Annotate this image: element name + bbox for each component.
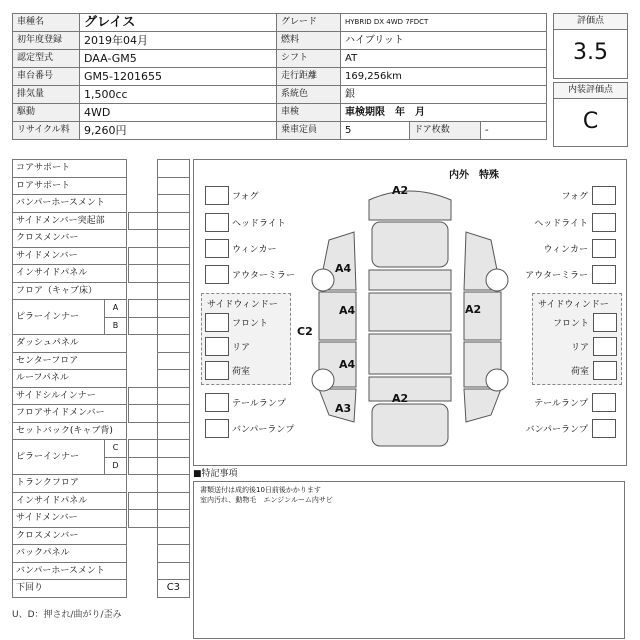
frame-box-left	[129, 475, 157, 493]
frame-box-right	[157, 282, 189, 300]
frame-row	[13, 370, 190, 388]
frame-box-left	[129, 300, 157, 318]
sidewindow-right-title: サイドウィンドー	[538, 300, 609, 310]
frame-box-right	[157, 387, 189, 405]
frame-part-name: ピラーインナー	[13, 300, 105, 335]
spec-label: ドア枚数	[410, 122, 481, 140]
frame-row	[13, 177, 190, 195]
spec-label: 排気量	[13, 86, 80, 104]
frame-box-left	[129, 527, 157, 545]
right-front-wheel	[486, 269, 508, 291]
frame-row	[13, 335, 190, 353]
frame-part-name: センターフロア	[13, 352, 127, 370]
code-rear: A2	[392, 392, 409, 405]
mirror-left-label: アウターミラー	[232, 271, 295, 281]
frame-box-right	[157, 422, 189, 440]
frame-box-left	[129, 352, 157, 370]
taillamp-left-box	[205, 393, 229, 412]
frame-part-name: フロアサイドメンバー	[13, 405, 127, 423]
trunk-shape	[372, 404, 448, 446]
taillamp-right-box	[592, 393, 616, 412]
sidewindow-right-cargo-box	[593, 361, 617, 380]
frame-box-right	[157, 370, 189, 388]
frame-box-left	[129, 510, 157, 528]
frame-row	[13, 422, 190, 440]
spec-value: 1,500cc	[80, 86, 277, 104]
spec-label: シフト	[277, 50, 341, 68]
frame-part-name: ダッシュパネル	[13, 335, 127, 353]
frame-box-right	[157, 317, 189, 335]
frame-row	[13, 195, 190, 213]
winker-right-box	[592, 239, 616, 258]
frame-row	[13, 160, 190, 178]
spec-value: AT	[341, 50, 547, 68]
fog-right-label: フォグ	[561, 192, 588, 202]
sidewindow-right-front-label: フロント	[552, 319, 589, 329]
fog-right-box	[592, 186, 616, 205]
frame-part-name: インサイドパネル	[13, 492, 127, 510]
frame-part-name: クロスメンバー	[13, 527, 127, 545]
bumperlamp-right-box	[592, 419, 616, 438]
frame-box-right	[157, 177, 189, 195]
mirror-right-label: アウターミラー	[525, 271, 588, 281]
sidewindow-right-front-box	[593, 313, 617, 332]
winker-left-label: ウィンカー	[232, 245, 277, 255]
code-left-front: A4	[335, 262, 352, 275]
frame-row	[13, 300, 190, 318]
frame-part-name: インサイドパネル	[13, 265, 127, 283]
spec-value: GM5-1201655	[80, 68, 277, 86]
frame-part-name: ルーフパネル	[13, 370, 127, 388]
frame-row	[13, 265, 190, 283]
damage-diagram	[193, 159, 627, 466]
mirror-right-box	[592, 265, 616, 284]
hood-shape	[372, 222, 448, 267]
frame-part-name: 下回り	[13, 580, 127, 598]
spec-label: 車台番号	[13, 68, 80, 86]
right-front-door-shape	[464, 292, 501, 340]
spec-label: 系統色	[277, 86, 341, 104]
interior-score-value: C	[582, 109, 599, 134]
roof-front-shape	[369, 293, 451, 331]
frame-box-left	[129, 177, 157, 195]
sidewindow-left-front-label: フロント	[232, 319, 269, 329]
frame-box-right	[157, 247, 189, 265]
diagram-header: 内外 特殊	[449, 170, 499, 181]
frame-box-left	[129, 405, 157, 423]
frame-part-name: バンパーホースメント	[13, 195, 127, 213]
frame-box-left	[129, 282, 157, 300]
frame-box-left	[129, 195, 157, 213]
frame-box-right	[157, 405, 189, 423]
notes-title: ■特記事項	[193, 469, 238, 479]
frame-row	[13, 387, 190, 405]
frame-box-left	[129, 387, 157, 405]
frame-box-right	[157, 545, 189, 563]
score-value: 3.5	[573, 40, 608, 65]
frame-box-right	[157, 335, 189, 353]
winker-left-box	[205, 239, 229, 258]
frame-row	[13, 352, 190, 370]
frame-box-right	[157, 230, 189, 248]
spec-label: 駆動	[13, 104, 80, 122]
frame-row	[13, 230, 190, 248]
frame-row	[13, 247, 190, 265]
frame-row	[13, 282, 190, 300]
notes-line: 書類送付は成約後10日前後かかります	[200, 486, 321, 494]
spec-value: -	[481, 122, 547, 140]
spec-label: 初年度登録	[13, 32, 80, 50]
notes-section	[193, 466, 625, 639]
frame-part-sub: B	[105, 317, 127, 335]
spec-value: 9,260円	[80, 122, 277, 140]
headlight-left-label: ヘッドライト	[232, 219, 286, 229]
frame-box-right	[157, 300, 189, 318]
frame-box-left	[129, 265, 157, 283]
sidewindow-right-cargo-label: 荷室	[570, 367, 589, 377]
frame-row	[13, 562, 190, 580]
frame-box-left	[129, 317, 157, 335]
left-front-wheel	[312, 269, 334, 291]
spec-label: 車検	[277, 104, 341, 122]
frame-part-name: サイドメンバー	[13, 510, 127, 528]
rear-glass-shape	[369, 377, 451, 401]
windshield-shape	[369, 270, 451, 290]
spec-label: リサイクル料	[13, 122, 80, 140]
notes-line: 室内汚れ、動物毛 エンジンルーム内サビ	[200, 496, 333, 504]
score-box	[553, 13, 628, 79]
frame-part-sub: A	[105, 300, 127, 318]
frame-box-left	[129, 422, 157, 440]
spec-table	[12, 13, 547, 140]
frame-part-sub: C	[105, 440, 127, 458]
spec-value: ハイブリット	[341, 32, 547, 50]
spec-label: 認定型式	[13, 50, 80, 68]
frame-part-name: バンパーホースメント	[13, 562, 127, 580]
frame-part-name: セットバック(キャブ背)	[13, 422, 127, 440]
frame-part-name: ロアサポート	[13, 177, 127, 195]
frame-box-right	[157, 457, 189, 475]
frame-box-left	[129, 580, 157, 598]
frame-box-left	[129, 457, 157, 475]
frame-row	[13, 405, 190, 423]
frame-row	[13, 212, 190, 230]
spec-label: 車種名	[13, 14, 80, 32]
headlight-right-label: ヘッドライト	[534, 219, 588, 229]
frame-inspection-table	[12, 159, 190, 598]
code-right: A2	[465, 303, 482, 316]
frame-box-left	[129, 247, 157, 265]
fog-left-box	[205, 186, 229, 205]
frame-box-right	[157, 562, 189, 580]
frame-row	[13, 492, 190, 510]
spec-value: 4WD	[80, 104, 277, 122]
frame-box-right	[157, 265, 189, 283]
frame-box-left	[129, 370, 157, 388]
sidewindow-right-rear-box	[593, 337, 617, 356]
frame-part-name: サイドメンバー突起部	[13, 212, 127, 230]
taillamp-right-label: テールランプ	[534, 399, 588, 409]
frame-part-sub: D	[105, 457, 127, 475]
taillamp-left-label: テールランプ	[232, 399, 286, 409]
legend: U、D：押され/曲がり/歪み	[12, 610, 122, 620]
mirror-left-box	[205, 265, 229, 284]
frame-box-right: C3	[157, 580, 189, 598]
left-rear-wheel	[312, 369, 334, 391]
spec-value: DAA-GM5	[80, 50, 277, 68]
sidewindow-left-rear-label: リア	[232, 343, 251, 353]
spec-value: 5	[341, 122, 410, 140]
notes-box	[193, 481, 625, 639]
frame-row	[13, 510, 190, 528]
frame-part-name: クロスメンバー	[13, 230, 127, 248]
code-left-rear2: A3	[335, 402, 352, 415]
right-rear-wheel	[486, 369, 508, 391]
bumperlamp-right-label: バンパーランプ	[525, 425, 588, 435]
interior-score-box	[553, 82, 628, 147]
frame-box-right	[157, 527, 189, 545]
frame-box-right	[157, 195, 189, 213]
inspection-value: 車検期限 年 月	[341, 104, 547, 122]
code-left-mid: A4	[339, 304, 356, 317]
frame-part-name: バックパネル	[13, 545, 127, 563]
spec-label: グレード	[277, 14, 341, 32]
frame-row	[13, 580, 190, 598]
frame-part-name: サイドメンバー	[13, 247, 127, 265]
bumperlamp-left-label: バンパーランプ	[232, 425, 295, 435]
frame-box-right	[157, 160, 189, 178]
frame-box-left	[129, 492, 157, 510]
headlight-right-box	[592, 213, 616, 232]
right-rear-fender-shape	[464, 389, 501, 422]
frame-box-left	[129, 335, 157, 353]
code-front: A2	[392, 184, 409, 197]
sidewindow-left-cargo-box	[205, 361, 229, 380]
fog-left-label: フォグ	[232, 192, 259, 202]
front-bumper-shape	[369, 191, 451, 220]
sidewindow-left-front-box	[205, 313, 229, 332]
frame-box-right	[157, 440, 189, 458]
sidewindow-left-group	[201, 293, 291, 385]
frame-box-left	[129, 562, 157, 580]
frame-part-name: ピラーインナー	[13, 440, 105, 475]
frame-part-name: トランクフロア	[13, 475, 127, 493]
spec-label: 乗車定員	[277, 122, 341, 140]
frame-box-left	[129, 160, 157, 178]
frame-box-right	[157, 212, 189, 230]
frame-box-right	[157, 475, 189, 493]
frame-part-name: コアサポート	[13, 160, 127, 178]
code-left-rear: A4	[339, 358, 356, 371]
sidewindow-left-cargo-label: 荷室	[232, 367, 251, 377]
model-name: グレイス	[80, 14, 277, 32]
score-label: 評価点	[554, 14, 627, 30]
sidewindow-left-title: サイドウィンドー	[207, 300, 278, 310]
spec-label: 燃料	[277, 32, 341, 50]
frame-row	[13, 440, 190, 458]
roof-rear-shape	[369, 334, 451, 374]
frame-box-right	[157, 510, 189, 528]
sidewindow-left-rear-box	[205, 337, 229, 356]
frame-box-left	[129, 230, 157, 248]
spec-label: 走行距離	[277, 68, 341, 86]
spec-value: 銀	[341, 86, 547, 104]
interior-score-label: 内装評価点	[554, 83, 627, 99]
bumperlamp-left-box	[205, 419, 229, 438]
frame-row	[13, 527, 190, 545]
frame-box-left	[129, 440, 157, 458]
frame-row	[13, 545, 190, 563]
sidewindow-right-rear-label: リア	[570, 343, 589, 353]
grade-value: HYBRID DX 4WD 7FDCT	[341, 14, 547, 32]
frame-box-left	[129, 545, 157, 563]
frame-box-right	[157, 352, 189, 370]
frame-part-name: サイドシルインナー	[13, 387, 127, 405]
frame-row	[13, 475, 190, 493]
code-left-c: C2	[297, 325, 313, 338]
sidewindow-right-group	[532, 293, 622, 385]
headlight-left-box	[205, 213, 229, 232]
spec-value: 2019年04月	[80, 32, 277, 50]
frame-box-left	[129, 212, 157, 230]
frame-box-right	[157, 492, 189, 510]
frame-part-name: フロア（キャブ床）	[13, 282, 127, 300]
spec-value: 169,256km	[341, 68, 547, 86]
winker-right-label: ウィンカー	[543, 245, 588, 255]
